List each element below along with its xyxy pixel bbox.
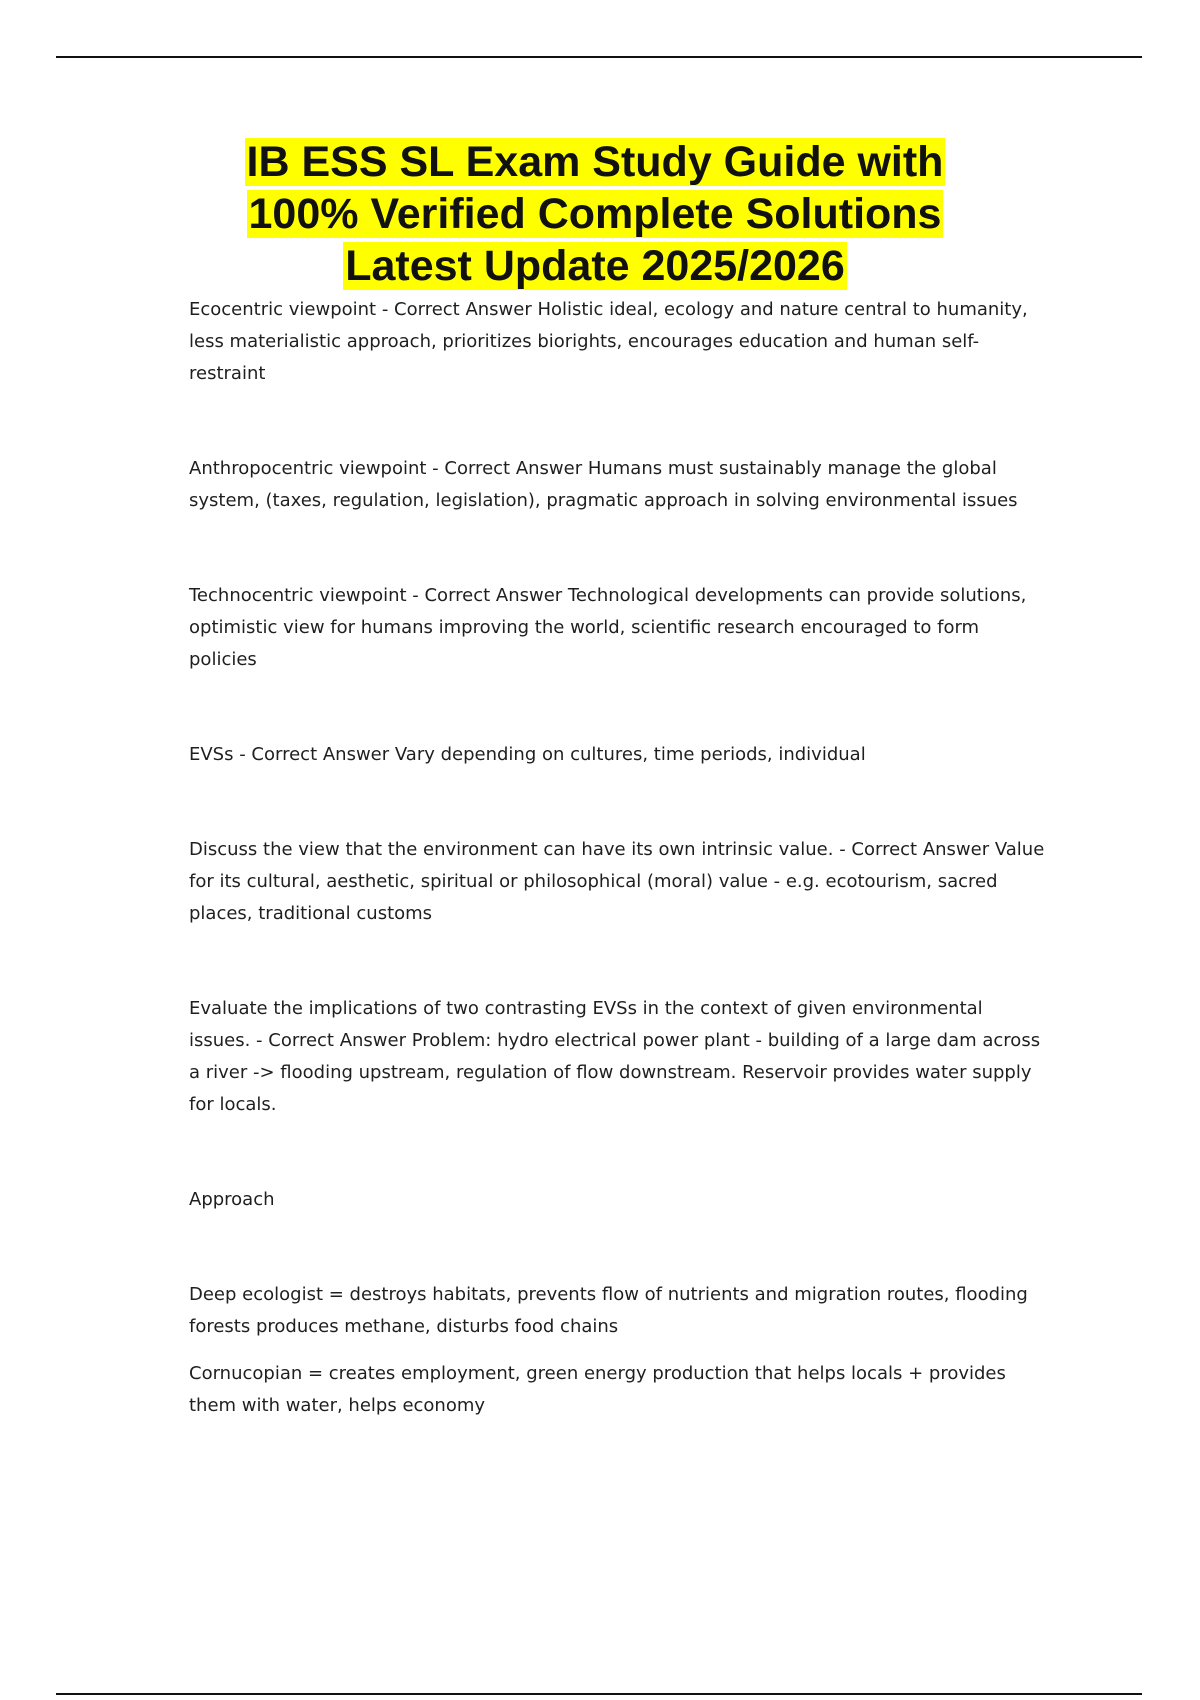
document-body <box>189 294 1049 1422</box>
paragraph-anthropocentric: Anthropocentric viewpoint - Correct Answer Humans must sustainably manage the global system, (taxes, regulation, legislation), pragmatic approach in solving environmental issues <box>189 458 1018 511</box>
paragraph-cornucopian: Cornucopian = creates employment, green energy production that helps locals + provides them with water, helps economy <box>189 1363 1006 1416</box>
top-rule <box>56 56 1142 58</box>
paragraph-ecocentric: Ecocentric viewpoint - Correct Answer Holistic ideal, ecology and nature central to humanity, less materialistic approach, prioritizes biorights, encourages education and human self-restraint <box>189 299 1028 384</box>
paragraph-evaluate-evss: Evaluate the implications of two contrasting EVSs in the context of given environmental issues. - Correct Answer Problem: hydro electrical power plant - building of a large dam across a river -> flooding upstream, regulation of flow downstream. Reservoir provides water supply for locals. <box>189 998 1041 1115</box>
paragraph-deep-ecologist: Deep ecologist = destroys habitats, prevents flow of nutrients and migration routes, flooding forests produces methane, disturbs food chains <box>189 1284 1028 1337</box>
bottom-rule <box>56 1693 1142 1695</box>
paragraph-approach: Approach <box>189 1189 275 1210</box>
paragraph-technocentric: Technocentric viewpoint - Correct Answer Technological developments can provide solutions, optimistic view for humans improving the world, scientific research encouraged to form policies <box>189 585 1027 670</box>
paragraph-intrinsic-value: Discuss the view that the environment can have its own intrinsic value. - Correct Answer Value for its cultural, aesthetic, spiritual or philosophical (moral) value - e.g. ecotourism, sacred places, traditional customs <box>189 839 1045 924</box>
title-line-2: 100% Verified Complete Solutions <box>248 190 942 238</box>
title-line-3: Latest Update 2025/2026 <box>345 242 845 290</box>
title-line-1: IB ESS SL Exam Study Guide with <box>246 138 944 186</box>
document-title <box>170 136 1020 292</box>
paragraph-evss: EVSs - Correct Answer Vary depending on cultures, time periods, individual <box>189 744 866 765</box>
